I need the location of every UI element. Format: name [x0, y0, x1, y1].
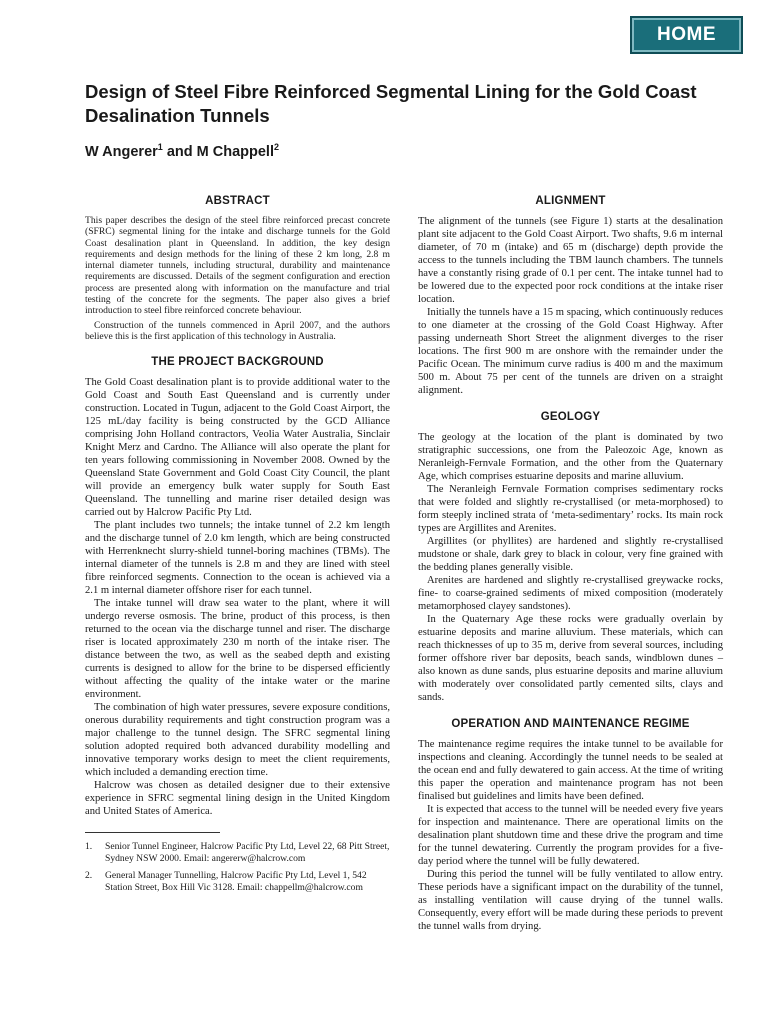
body-paragraph: The alignment of the tunnels (see Figure 1) starts at the desalination plant site adjacent to the Gold Coast Airport. Two shafts, 9.6 m internal diameter, of 70 m (intake) and 65 m (discharge) depth provide the access to the tunnels including the TBM launch chambers. The tunnels have a constantly rising grade of 0.1 per cent. The intake tunnel had to be lowered due to the expected poor rock conditions at the intake riser location.	[418, 216, 723, 305]
body-paragraph: The Neranleigh Fernvale Formation comprises sedimentary rocks that were folded and slightly re-crystallised (or meta-morphosed) to form steeply inclined strata of ‘meta-sedimentary’ rocks. Its main rock types are Argillites and Arenites.	[418, 484, 723, 534]
alignment-heading: ALIGNMENT	[535, 195, 606, 207]
footnote	[85, 841, 390, 864]
abstract-paragraph: This paper describes the design of the steel fibre reinforced precast concrete (SFRC) segmental lining for the intake and discharge tunnels for the Gold Coast desalination plant in Queensland. In addition, the key design requirements and design methods for the lining of these 2 km long, 2.8 m internal diameter tunnels, including structural, durability and maintenance requirements are discussed. Details of the segment configuration and erection process are presented along with information on the manufacture and trial testing of the concrete for the segments. The paper also gives a brief introduction to steel fibre reinforced concrete behaviour.	[85, 215, 390, 317]
operation-heading: OPERATION AND MAINTENANCE REGIME	[451, 718, 690, 730]
footnote-text: Senior Tunnel Engineer, Halcrow Pacific Pty Ltd, Level 22, 68 Pitt Street, Sydney NSW 2000. Email: angererw@halcrow.com	[105, 841, 390, 864]
abstract-heading: ABSTRACT	[205, 195, 270, 207]
body-paragraph: It is expected that access to the tunnel will be needed every five years for inspection and maintenance. There are operational limits on the desalination plant shutdown time and these drive the program and time for the tunnel dewatering. Currently the program provides for a five-day period where the tunnel will be fully dewatered.	[418, 804, 723, 867]
body-paragraph: Arenites are hardened and slightly re-crystallised greywacke rocks, fine- to coarse-grained sediments of mixed composition (moderately metamorphosed clayey sandstones).	[418, 575, 723, 612]
background-section	[85, 356, 390, 818]
author-1: W Angerer	[85, 143, 158, 160]
footnote-divider	[85, 832, 220, 833]
author-line	[85, 142, 279, 160]
body-paragraph: The geology at the location of the plant is dominated by two stratigraphic successions, one from the Paleozoic Age, known as Neranleigh-Fernvale Formation, and the other from the Quaternary Age, which comprises estuarine deposits and marine alluvium.	[418, 432, 723, 482]
author-2: M Chappell	[196, 143, 274, 160]
abstract-section	[85, 195, 390, 342]
author-2-affiliation-mark: 2	[273, 142, 279, 152]
body-paragraph: Argillites (or phyllites) are hardened and slightly re-crystallised mudstone or shale, dark grey to black in colour, very fine grained with the bedding planes generally visible.	[418, 536, 723, 573]
body-paragraph: The Gold Coast desalination plant is to provide additional water to the Gold Coast and South East Queensland and is currently under construction. Located in Tugun, adjacent to the Gold Coast Airport, the 125 mL/day facility is being constructed by the GCD Alliance comprising John Holland contractors, Veolia Water Australia, Sinclair Knight Merz and Cardno. The Alliance will also operate the plant for ten years following commissioning in November 2008. Owned by the Queensland State Government and Gold Coast City Council, the plant will provide an emergency bulk water supply for South East Queensland. The tunnelling and marine riser detailed design was carried out by Halcrow Pacific Pty Ltd.	[85, 377, 390, 519]
footnote	[85, 870, 390, 893]
body-paragraph: In the Quaternary Age these rocks were gradually overlain by estuarine deposits and marine alluvium. These materials, which can reach thicknesses of up to 35 m, derive from several sources, including former offshore river bar deposits, beach sands, windblown dunes – also known as dune sands, plus estuarine deposits and marine alluvium with moderately over consolidated partly cemented silts, clays and sands.	[418, 614, 723, 703]
body-paragraph: The maintenance regime requires the intake tunnel to be available for inspections and cleaning. Accordingly the tunnel needs to be sealed at the ocean end and fully dewatered to gain access. At the time of writing this paper the operation and maintenance program has not been finalised but guidelines and limits have been defined.	[418, 739, 723, 802]
author-1-affiliation-mark: 1	[157, 142, 163, 152]
operation-section	[418, 718, 723, 933]
geology-section	[418, 411, 723, 704]
footnote-number: 1.	[85, 841, 93, 853]
alignment-section	[418, 195, 723, 397]
body-paragraph: The combination of high water pressures, severe exposure conditions, onerous durability requirements and tight construction program was a major challenge to the tunnel design. The SFRC segmental lining solution adopted required both advanced durability modelling and innovative temporary works design to meet the client requirements, which included a demanding erection time.	[85, 702, 390, 779]
footnote-number: 2.	[85, 870, 93, 882]
body-paragraph: During this period the tunnel will be fully ventilated to allow entry. These periods have a significant impact on the durability of the tunnel, as installing ventilation will cause drying of the tunnel walls. Consequently, every effort will be made during these periods to prevent the tunnel walls from drying.	[418, 869, 723, 932]
left-column	[85, 195, 390, 899]
background-heading: THE PROJECT BACKGROUND	[151, 356, 324, 369]
author-conjunction: and	[162, 143, 197, 160]
body-paragraph: Halcrow was chosen as detailed designer due to their extensive experience in SFRC segmental lining design in the United Kingdom and United States of America.	[85, 780, 390, 818]
body-paragraph: The plant includes two tunnels; the intake tunnel of 2.2 km length and the discharge tunnel of 2.0 km length, which are being constructed with Herrenknecht slurry-shield tunnel-boring machines (TBMs). The internal diameter of the tunnels is 2.8 m and they are lined with steel fibre reinforced segments. Connection to the ocean is achieved via a 2.1 m internal diameter offshore riser for each tunnel.	[85, 520, 390, 597]
paper-title: Design of Steel Fibre Reinforced Segmental Lining for the Gold Coast Desalination Tunnels	[85, 81, 697, 126]
abstract-paragraph: Construction of the tunnels commenced in April 2007, and the authors believe this is the first application of this technology in Australia.	[85, 319, 390, 342]
geology-heading: GEOLOGY	[540, 411, 601, 423]
body-paragraph: Initially the tunnels have a 15 m spacing, which continuously reduces to one diameter at the crossing of the Gold Coast Highway. After passing underneath Short Street the alignment diverges to the riser locations. The first 900 m are onshore with the remainder under the Pacific Ocean. The minimum curve radius is 400 m and the maximum 500 m. About 75 per cent of the tunnels are driven on a straight alignment.	[418, 307, 723, 396]
footnote-text: General Manager Tunnelling, Halcrow Pacific Pty Ltd, Level 1, 542 Station Street, Box Hill Vic 3128. Email: chappellm@halcrow.com	[105, 870, 367, 893]
home-button[interactable]: HOME	[630, 16, 743, 54]
body-paragraph: The intake tunnel will draw sea water to the plant, where it will undergo reverse osmosis. The brine, product of this process, is then returned to the ocean via the discharge tunnel and riser. The discharge riser is located approximately 230 m north of the intake riser. The distance between the two, as well as the seabed depth and existing currents is designed to allow for the brine to be dispersed efficiently without affecting the quality of the intake water or the marine environment.	[85, 598, 390, 701]
right-column	[418, 195, 723, 933]
